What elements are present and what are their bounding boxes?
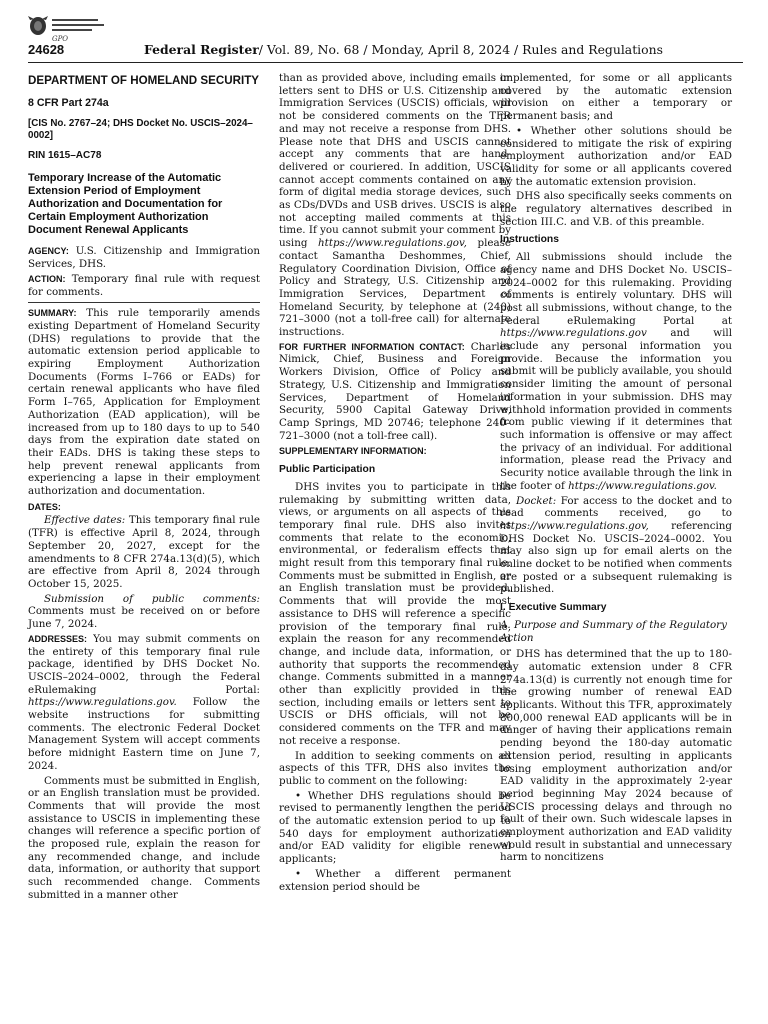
journal-name: Federal Register — [144, 42, 259, 57]
addresses: ADDRESSES: You may submit comments on the entirety of this temporary final rule package, identified by DHS Docket No. USCIS–2024–0002, through the Federal eRulemaking Portal: https://www.regulations.gov. Follow the website instructions for submitting comments. The electronic Federal Docket Management System will accept comments before midnight Eastern time on June 7, 2024. — [28, 632, 260, 772]
page-number: 24628 — [28, 42, 65, 57]
instructions-paragraph: All submissions should include the agency name and DHS Docket No. USCIS–2024–0002 for this rulemaking. Providing comments is entirely voluntary. DHS will post all submissions, without change, to the Federal eRulemaking Portal at https://www.regulations.gov and will include any personal information you provide. Because the information you submit will be publicly available, you should consider limiting the amount of personal information in your submission. DHS may withhold information provided in comments from public viewing if it determines that such information is offensive or may affect the privacy of an individual. For additional information, please read the Privacy and Security notice available through the link in the footer of https://www.regulations.gov. — [500, 251, 732, 492]
bullet-item: • Whether DHS regulations should be revised to permanently lengthen the period of the automatic extension period to up to 540 days for employment authorization and/or EAD validity for eligible renewal applicants; — [279, 789, 511, 866]
purpose-heading: A. Purpose and Summary of the Regulatory Action — [500, 618, 727, 644]
docket-number: [CIS No. 2767–24; DHS Docket No. USCIS–2024–0002] — [28, 117, 253, 141]
action-line: ACTION: Temporary final rule with request for comments. — [28, 272, 260, 298]
eagle-icon — [28, 16, 48, 35]
effective-dates: Effective dates: This temporary final rule (TFR) is effective April 8, 2024, through September 20, 2027, except for the amendments to 8 CFR 274a.13(d)(5), which are effective from April 8, 2024 through October 15, 2025. — [28, 514, 260, 590]
public-participation-paragraph: DHS invites you to participate in this rulemaking by submitting written data, views, or arguments on all aspects of this temporary final rule. DHS also invites comments that relate to the economic, environmental, or federalism effects that might result from this temporary final rule. Comments must be submitted in English, or an English translation must be provided. Comments that will provide the most assistance to DHS will reference a specific provision of the temporary final rule, explain the reason for any recommended change, and include data, information, or authority that supports the recommended change. Comments submitted in a manner other than explicitly provided in this section, including emails or letters sent to USCIS or DHS officials, will not be considered comments on the TFR and may not receive a response. — [279, 480, 511, 747]
column-3 — [500, 72, 732, 866]
further-info: FOR FURTHER INFORMATION CONTACT: Charles Nimick, Chief, Business and Foreign Workers Division, Office of Policy and Strategy, U.S. Citizenship and Immigration Services, Department of Homeland Security, 5900 Capital Gateway Drive, Camp Springs, MD 20746; telephone 240–721–3000 (not a toll-free call). — [279, 340, 511, 442]
header-rule — [28, 62, 743, 63]
issue-line: / Vol. 89, No. 68 / Monday, April 8, 2024 / Rules and Regulations — [258, 42, 663, 57]
public-participation-heading: Public Participation — [279, 464, 376, 476]
regulations-link[interactable]: https://www.regulations.gov. — [568, 479, 717, 492]
agency-line: AGENCY: U.S. Citizenship and Immigration Services, DHS. — [28, 245, 260, 271]
supplementary-label: SUPPLEMENTARY INFORMATION: — [279, 446, 427, 457]
comments-paragraph: Comments must be submitted in English, or an English translation must be provided. Comments that will provide the most assistance to USCIS in implementing these changes will reference a specific portion of the proposed rule, explain the reason for any recommended change, and include data, information, or authority that support such recommended change. Comments submitted in a manner other — [28, 774, 260, 901]
cfr-part: 8 CFR Part 274a — [28, 97, 109, 109]
rule-title: Temporary Increase of the Automatic Extension Period of Employment Authorization and Documentation for Certain Employment Authorization Document Renewal Applicants — [28, 172, 223, 237]
regulations-link[interactable]: https://www.regulations.gov, — [500, 519, 649, 532]
running-header — [144, 42, 663, 57]
gpo-authentication-logo — [28, 14, 140, 44]
alternatives-paragraph: DHS also specifically seeks comments on the regulatory alternatives described in section III.C. and V.B. of this preamble. — [500, 190, 732, 228]
instructions-heading: Instructions — [500, 234, 559, 246]
agency-name: DEPARTMENT OF HOMELAND SECURITY — [28, 74, 260, 87]
regulations-link[interactable]: https://www.regulations.gov — [500, 327, 647, 340]
regulations-link[interactable]: https://www.regulations.gov. — [28, 696, 177, 709]
purpose-paragraph: DHS has determined that the up to 180-day automatic extension under 8 CFR 274a.13(d) is currently not enough time for the growing number of renewal EAD applicants. Without this TFR, approximately 800,000 renewal EAD applicants will be in danger of having their applications remain pending beyond the 180-day automatic extension period, resulting in applicants losing employment authorization and/or EAD validity in the approximately 2-year period beginning May 2024 because of USCIS processing delays and through no fault of their own. Such widescale lapses in employment authorization and EAD validity would result in substantial and unnecessary harm to noncitizens — [500, 648, 732, 864]
column-2 — [279, 72, 511, 895]
continued-paragraph: implemented, for some or all applicants covered by the automatic extension provision on either a temporary or permanent basis; and — [500, 72, 732, 123]
divider — [28, 302, 260, 303]
column-1 — [28, 72, 260, 904]
bullet-item: • Whether a different permanent extension period should be — [279, 867, 511, 893]
submission-dates: Submission of public comments: Comments must be received on or before June 7, 2024. — [28, 592, 260, 631]
summary: SUMMARY: This rule temporarily amends existing Department of Homeland Security (DHS) regulations to provide that the automatic extension period applicable to expiring Employment Authorization Documents (Forms I–766 or EADs) for certain renewal applicants who have filed Form I–765, Application for Employment Authorization (EAD application), will be increased from up to 180 days to up to 540 days from the expiration date stated on their EADs. DHS is taking these steps to help prevent renewal applicants from experiencing a lapse in their employment authorization and documentation. — [28, 307, 260, 498]
docket-paragraph: Docket: For access to the docket and to read comments received, go to https://www.regulations.gov, referencing DHS Docket No. USCIS–2024–0002. You may also sign up for email alerts on the online docket to be notified when comments are posted or a subsequent rulemaking is published. — [500, 494, 732, 596]
dates-label: DATES: — [28, 501, 61, 512]
rin-number: RIN 1615–AC78 — [28, 149, 102, 161]
bullet-item: • Whether other solutions should be considered to mitigate the risk of expiring employment authorization and/or EAD validity for some or all applicants covered by the automatic extension provision. — [500, 124, 732, 188]
svg-text:GPO: GPO — [52, 35, 69, 43]
regulations-link[interactable]: https://www.regulations.gov, — [318, 237, 467, 250]
continued-paragraph: than as provided above, including emails or letters sent to DHS or U.S. Citizenship and Immigration Services (USCIS) officials, will not be considered comments on the TFR and may not receive a response from DHS. Please note that DHS and USCIS cannot accept any comments that are hand-delivered or couriered. In addition, USCIS cannot accept comments contained on any form of digital media storage devices, such as CDs/DVDs and USB drives. USCIS is also not accepting mailed comments at this time. If you cannot submit your comment by using https://www.regulations.gov, please contact Samantha Deshommes, Chief, Regulatory Coordination Division, Office of Policy and Strategy, U.S. Citizenship and Immigration Services, Department of Homeland Security, by telephone at (240) 721–3000 (not a toll-free call) for alternate instructions. — [279, 72, 511, 339]
executive-summary-heading: I. Executive Summary — [500, 602, 607, 614]
seeking-comments-paragraph: In addition to seeking comments on all aspects of this TFR, DHS also invites the public to comment on the following: — [279, 749, 511, 787]
